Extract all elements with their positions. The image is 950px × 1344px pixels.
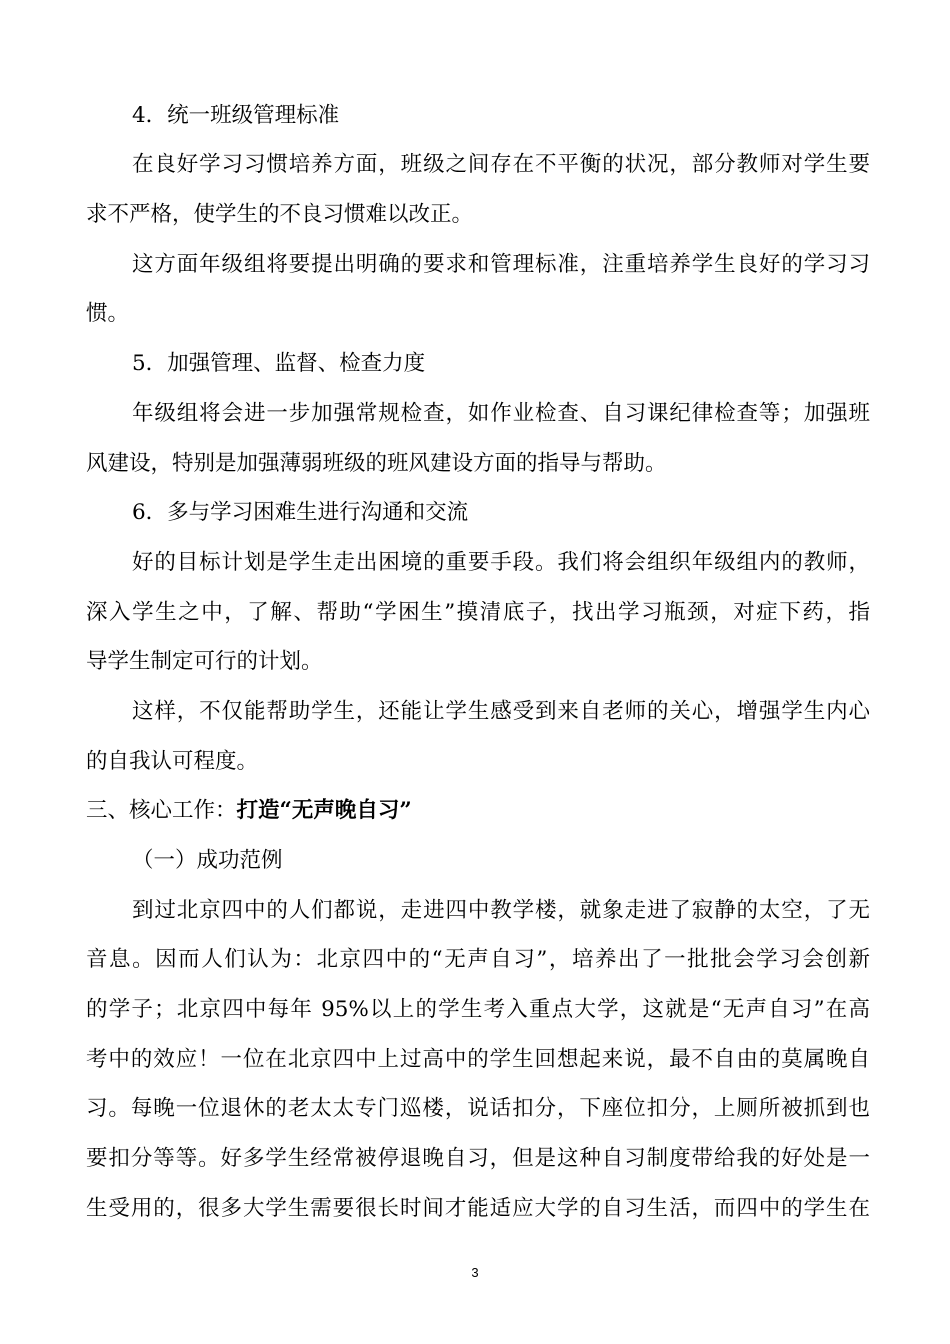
paragraph-line: 深入学生之中，了解、帮助“学困生”摸清底子，找出学习瓶颈，对症下药，指 xyxy=(86,600,870,625)
subheading-4: 4．统一班级管理标准 xyxy=(132,103,340,128)
paragraph-line: 惯。 xyxy=(86,301,130,326)
paragraph-line: 好的目标计划是学生走出困境的重要手段。我们将会组织年级组内的教师， xyxy=(132,550,870,575)
paragraph-line: 生受用的，很多大学生需要很长时间才能适应大学的自习生活，而四中的学生在 xyxy=(86,1196,870,1221)
paragraph-line: 到过北京四中的人们都说，走进四中教学楼，就象走进了寂静的太空，了无 xyxy=(132,898,870,923)
paragraph-line: 音息。因而人们认为：北京四中的“无声自习”，培养出了一批批会学习会创新 xyxy=(86,947,870,972)
paragraph-line: 这样，不仅能帮助学生，还能让学生感受到来自老师的关心，增强学生内心 xyxy=(132,699,870,724)
subsection-heading: （一）成功范例 xyxy=(132,848,283,873)
paragraph-line: 年级组将会进一步加强常规检查，如作业检查、自习课纪律检查等；加强班 xyxy=(132,401,870,426)
section-heading-prefix: 三、核心工作： xyxy=(86,798,237,823)
paragraph-line: 的自我认可程度。 xyxy=(86,749,259,774)
section-heading-title: 打造“无声晚自习” xyxy=(236,798,412,823)
paragraph-line: 的学子；北京四中每年 95%以上的学生考入重点大学，这就是“无声自习”在高 xyxy=(86,997,870,1022)
paragraph-line: 这方面年级组将要提出明确的要求和管理标准，注重培养学生良好的学习习 xyxy=(132,252,870,277)
page-number: 3 xyxy=(471,1265,479,1280)
subheading-6: 6．多与学习困难生进行沟通和交流 xyxy=(132,500,469,525)
paragraph-line: 求不严格，使学生的不良习惯难以改正。 xyxy=(86,202,474,227)
paragraph-line: 考中的效应！一位在北京四中上过高中的学生回想起来说，最不自由的莫属晚自 xyxy=(86,1047,870,1072)
paragraph-line: 要扣分等等。好多学生经常被停退晚自习，但是这种自习制度带给我的好处是一 xyxy=(86,1146,870,1171)
paragraph-line: 在良好学习习惯培养方面，班级之间存在不平衡的状况，部分教师对学生要 xyxy=(132,152,870,177)
paragraph-line: 导学生制定可行的计划。 xyxy=(86,649,323,674)
section-heading xyxy=(86,796,870,826)
subheading-5: 5．加强管理、监督、检查力度 xyxy=(132,351,426,376)
paragraph-line: 风建设，特别是加强薄弱班级的班风建设方面的指导与帮助。 xyxy=(86,451,667,476)
paragraph-line: 习。每晚一位退休的老太太专门巡楼，说话扣分，下座位扣分，上厕所被抓到也 xyxy=(86,1096,870,1121)
